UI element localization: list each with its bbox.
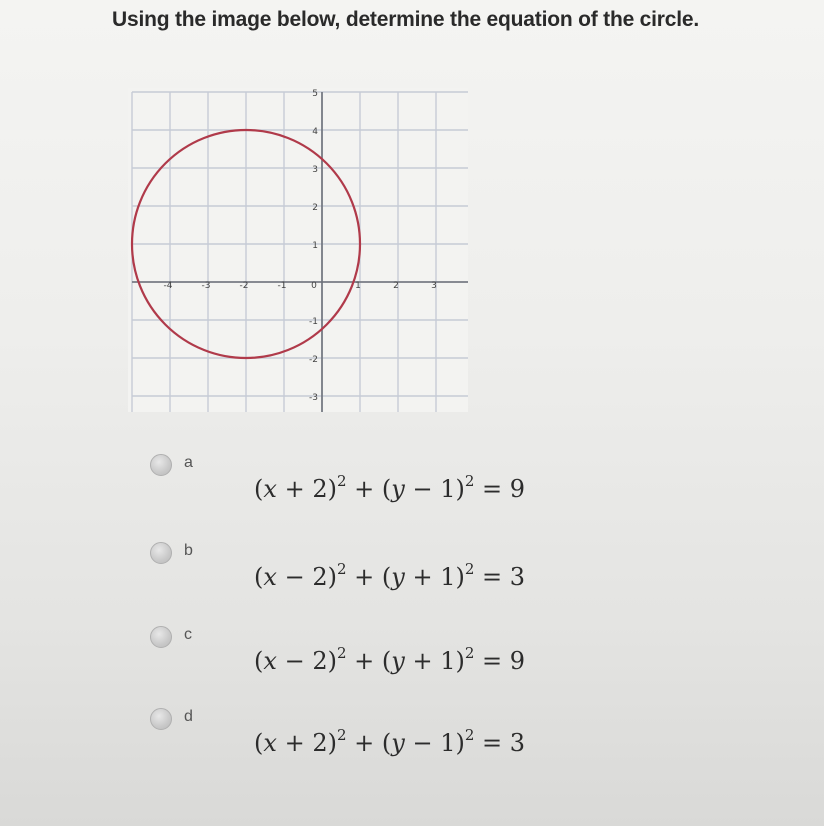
question-text: Using the image below, determine the equation of the circle. [112, 8, 699, 31]
x-tick-label: 3 [431, 281, 437, 291]
radio-b[interactable] [150, 542, 172, 564]
option-c[interactable] [150, 624, 670, 684]
option-letter: a [184, 454, 193, 471]
option-letter: d [184, 708, 193, 725]
x-tick-label: -3 [201, 281, 211, 291]
y-tick-label: -1 [309, 317, 318, 327]
radio-c[interactable] [150, 626, 172, 648]
equation-b: $(x - 2)^2 + (y + 1)^2 = 3$ [254, 560, 526, 591]
option-a[interactable] [150, 452, 670, 512]
y-tick-label: 3 [312, 165, 318, 175]
radio-a[interactable] [150, 454, 172, 476]
equation-c: $(x - 2)^2 + (y + 1)^2 = 9$ [254, 644, 526, 675]
x-tick-label: 2 [393, 281, 399, 291]
option-letter: c [184, 626, 192, 643]
y-tick-label: -2 [309, 355, 318, 365]
equation-d: $(x + 2)^2 + (y - 1)^2 = 3$ [254, 726, 526, 757]
graph-svg [112, 52, 468, 412]
x-tick-label: 1 [355, 281, 361, 291]
y-tick-label: 5 [312, 89, 318, 99]
y-tick-label: 4 [312, 127, 318, 137]
equation-a: $(x + 2)^2 + (y - 1)^2 = 9$ [254, 472, 526, 503]
y-tick-label: 2 [312, 203, 318, 213]
y-tick-label: -3 [309, 393, 318, 403]
option-b[interactable] [150, 540, 670, 600]
x-tick-label: -4 [163, 281, 173, 291]
option-letter: b [184, 542, 193, 559]
x-tick-label: 0 [311, 281, 317, 291]
x-tick-label: -1 [277, 281, 287, 291]
graph-background [128, 88, 468, 412]
option-d[interactable] [150, 706, 670, 766]
y-tick-label: 1 [312, 241, 318, 251]
radio-d[interactable] [150, 708, 172, 730]
x-tick-label: -2 [239, 281, 249, 291]
coordinate-graph [112, 52, 468, 412]
